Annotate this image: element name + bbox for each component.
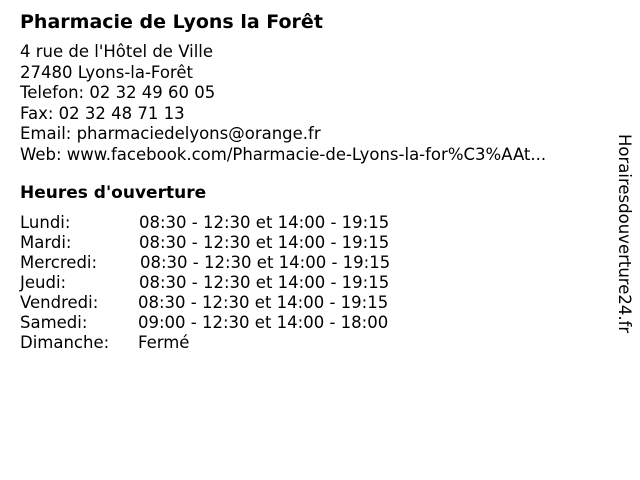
day-hours: 09:00 - 12:30 et 14:00 - 18:00 [138,313,389,332]
fax-line: Fax: 02 32 48 71 13 [20,103,185,123]
site-brand-text: Horairesdouverture24.fr [615,134,634,334]
day-hours: 08:30 - 12:30 et 14:00 - 19:15 [139,213,390,232]
pharmacy-title: Pharmacie de Lyons la Forêt [20,11,323,33]
opening-hours-heading: Heures d'ouverture [20,183,207,203]
phone-line: Telefon: 02 32 49 60 05 [20,83,216,102]
address-line-city: 27480 Lyons-la-Forêt [20,62,193,82]
day-hours: 08:30 - 12:30 et 14:00 - 19:15 [139,233,390,252]
day-label: Vendredi: [20,293,99,312]
contact-info [20,42,546,165]
day-hours: 08:30 - 12:30 et 14:00 - 19:15 [139,273,390,292]
day-label: Dimanche: [20,333,110,352]
day-label: Mercredi: [20,253,98,272]
address-line-street: 4 rue de l'Hôtel de Ville [20,42,214,61]
day-hours: 08:30 - 12:30 et 14:00 - 19:15 [138,293,389,312]
day-hours: 08:30 - 12:30 et 14:00 - 19:15 [140,253,391,272]
day-label: Lundi: [20,213,71,232]
day-label: Mardi: [20,233,72,252]
day-hours: Fermé [138,333,190,352]
day-label: Samedi: [20,313,88,332]
day-label: Jeudi: [20,273,67,292]
web-line: Web: www.facebook.com/Pharmacie-de-Lyons-la-for%C3%AAt... [20,144,547,164]
email-line: Email: pharmaciedelyons@orange.fr [20,124,321,143]
site-brand-vertical [614,134,634,370]
